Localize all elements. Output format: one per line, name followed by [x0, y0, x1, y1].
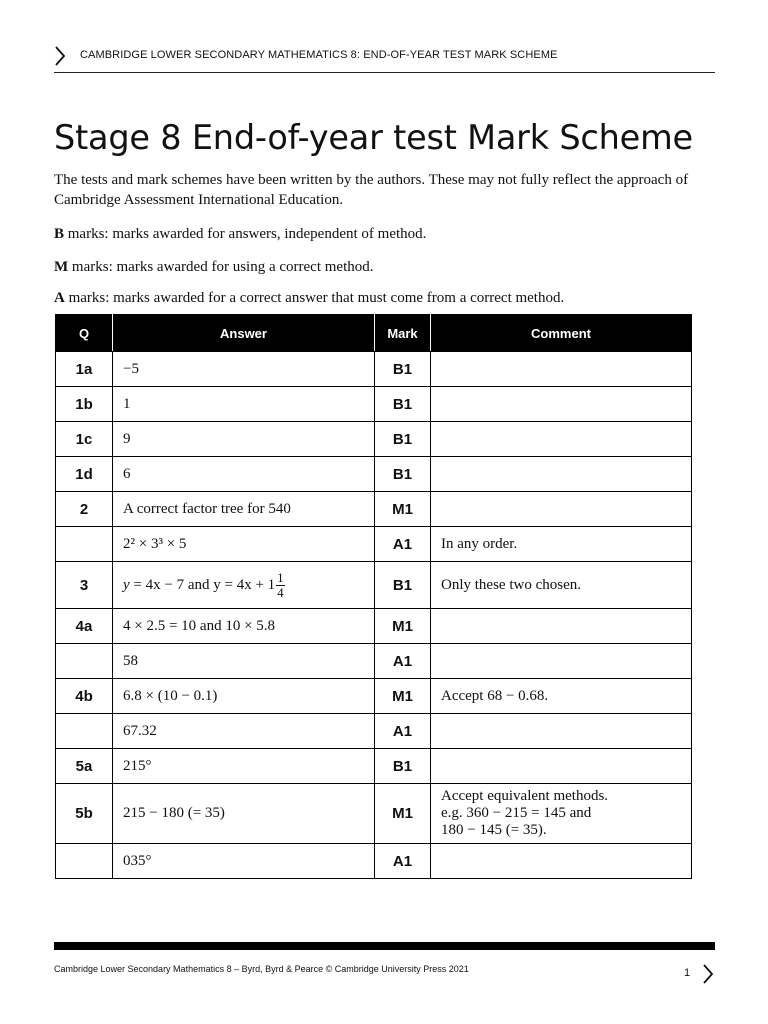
table-row [56, 352, 692, 387]
question-cell: 4b [56, 679, 113, 714]
footer-credit: Cambridge Lower Secondary Mathematics 8 – Byrd, Byrd & Pearce © Cambridge University Press 2021 [54, 964, 469, 974]
mark-cell: B1 [375, 749, 431, 784]
mark-scheme-table [55, 314, 692, 879]
mark-cell: A1 [375, 844, 431, 879]
answer-cell: −5 [113, 352, 375, 387]
table-row [56, 527, 692, 562]
fraction-numerator: 1 [277, 569, 284, 585]
running-header [54, 44, 715, 73]
comment-cell [431, 352, 692, 387]
mark-type-text: marks: marks awarded for using a correct method. [68, 259, 374, 275]
chevron-right-icon [54, 46, 66, 66]
comment-cell: Only these two chosen. [431, 562, 692, 609]
comment-cell [431, 749, 692, 784]
comment-cell: In any order. [431, 527, 692, 562]
mark-cell: A1 [375, 644, 431, 679]
table-row [56, 609, 692, 644]
comment-cell: Accept 68 − 0.68. [431, 679, 692, 714]
table-row [56, 714, 692, 749]
mark-cell: A1 [375, 714, 431, 749]
answer-cell: A correct factor tree for 540 [113, 492, 375, 527]
comment-cell [431, 784, 692, 844]
table-row [56, 422, 692, 457]
comment-cell [431, 457, 692, 492]
table-row [56, 387, 692, 422]
mark-type-code: B [54, 226, 65, 242]
fraction [276, 571, 285, 600]
mark-type-text: marks: marks awarded for a correct answer that must come from a correct method. [64, 290, 565, 306]
question-cell: 2 [56, 492, 113, 527]
question-cell: 1d [56, 457, 113, 492]
table-row [56, 457, 692, 492]
question-cell: 4a [56, 609, 113, 644]
question-cell [56, 844, 113, 879]
comment-line: Accept equivalent methods. [441, 788, 609, 804]
comment-line: e.g. 360 − 215 = 145 and [441, 805, 592, 821]
mark-type-m [54, 259, 373, 276]
chevron-right-icon[interactable] [702, 964, 714, 984]
fraction-denominator: 4 [277, 584, 284, 600]
question-cell: 5a [56, 749, 113, 784]
table-row [56, 492, 692, 527]
answer-cell: 035° [113, 844, 375, 879]
table-row [56, 844, 692, 879]
mark-type-a [54, 290, 564, 307]
running-title: CAMBRIDGE LOWER SECONDARY MATHEMATICS 8: END-OF-YEAR TEST MARK SCHEME [80, 49, 558, 61]
mark-cell: B1 [375, 562, 431, 609]
mark-type-code: A [54, 290, 65, 306]
answer-cell: 6 [113, 457, 375, 492]
table-header-row [56, 315, 692, 352]
comment-cell [431, 492, 692, 527]
mark-type-code: M [54, 259, 69, 275]
question-cell: 3 [56, 562, 113, 609]
question-cell: 1c [56, 422, 113, 457]
comment-cell [431, 714, 692, 749]
mark-cell: B1 [375, 352, 431, 387]
mark-type-b [54, 226, 426, 243]
table-row [56, 562, 692, 609]
page-number: 1 [684, 967, 691, 979]
header-comment: Comment [431, 315, 692, 352]
answer-cell: y = 4x − 7 and y = 4x + 1 $\frac{1}{4}$ [113, 562, 375, 609]
header-mark: Mark [375, 315, 431, 352]
answer-cell: 2² × 3³ × 5 [113, 527, 375, 562]
mark-cell: B1 [375, 457, 431, 492]
comment-cell [431, 422, 692, 457]
header-answer: Answer [113, 315, 375, 352]
table-row [56, 749, 692, 784]
mark-cell: M1 [375, 784, 431, 844]
question-cell: 1a [56, 352, 113, 387]
answer-cell: 67.32 [113, 714, 375, 749]
mark-cell: B1 [375, 422, 431, 457]
comment-line: 180 − 145 (= 35). [441, 822, 547, 838]
question-cell [56, 527, 113, 562]
footer-rule [54, 942, 715, 950]
mark-cell: A1 [375, 527, 431, 562]
question-cell [56, 714, 113, 749]
answer-cell: 6.8 × (10 − 0.1) [113, 679, 375, 714]
table-row [56, 679, 692, 714]
question-cell: 5b [56, 784, 113, 844]
comment-cell [431, 609, 692, 644]
comment-cell [431, 387, 692, 422]
comment-cell [431, 644, 692, 679]
mark-cell: M1 [375, 679, 431, 714]
comment-cell [431, 844, 692, 879]
intro-paragraph: The tests and mark schemes have been written by the authors. These may not fully reflect the approach of Cambridge Assessment International Education. [54, 172, 689, 208]
page-title: Stage 8 End-of-year test Mark Scheme [54, 118, 693, 157]
answer-cell: 4 × 2.5 = 10 and 10 × 5.8 [113, 609, 375, 644]
header-q: Q [56, 315, 113, 352]
answer-cell: 58 [113, 644, 375, 679]
mark-cell: M1 [375, 492, 431, 527]
answer-equation: = 4x − 7 and y = 4x + 1 [133, 576, 276, 593]
mark-cell: B1 [375, 387, 431, 422]
mark-cell: M1 [375, 609, 431, 644]
mark-type-text: marks: marks awarded for answers, independent of method. [64, 226, 427, 242]
answer-cell: 215° [113, 749, 375, 784]
answer-cell: 1 [113, 387, 375, 422]
question-cell: 1b [56, 387, 113, 422]
table-row [56, 644, 692, 679]
answer-cell: 9 [113, 422, 375, 457]
table-row [56, 784, 692, 844]
answer-cell: 215 − 180 (= 35) [113, 784, 375, 844]
question-cell [56, 644, 113, 679]
